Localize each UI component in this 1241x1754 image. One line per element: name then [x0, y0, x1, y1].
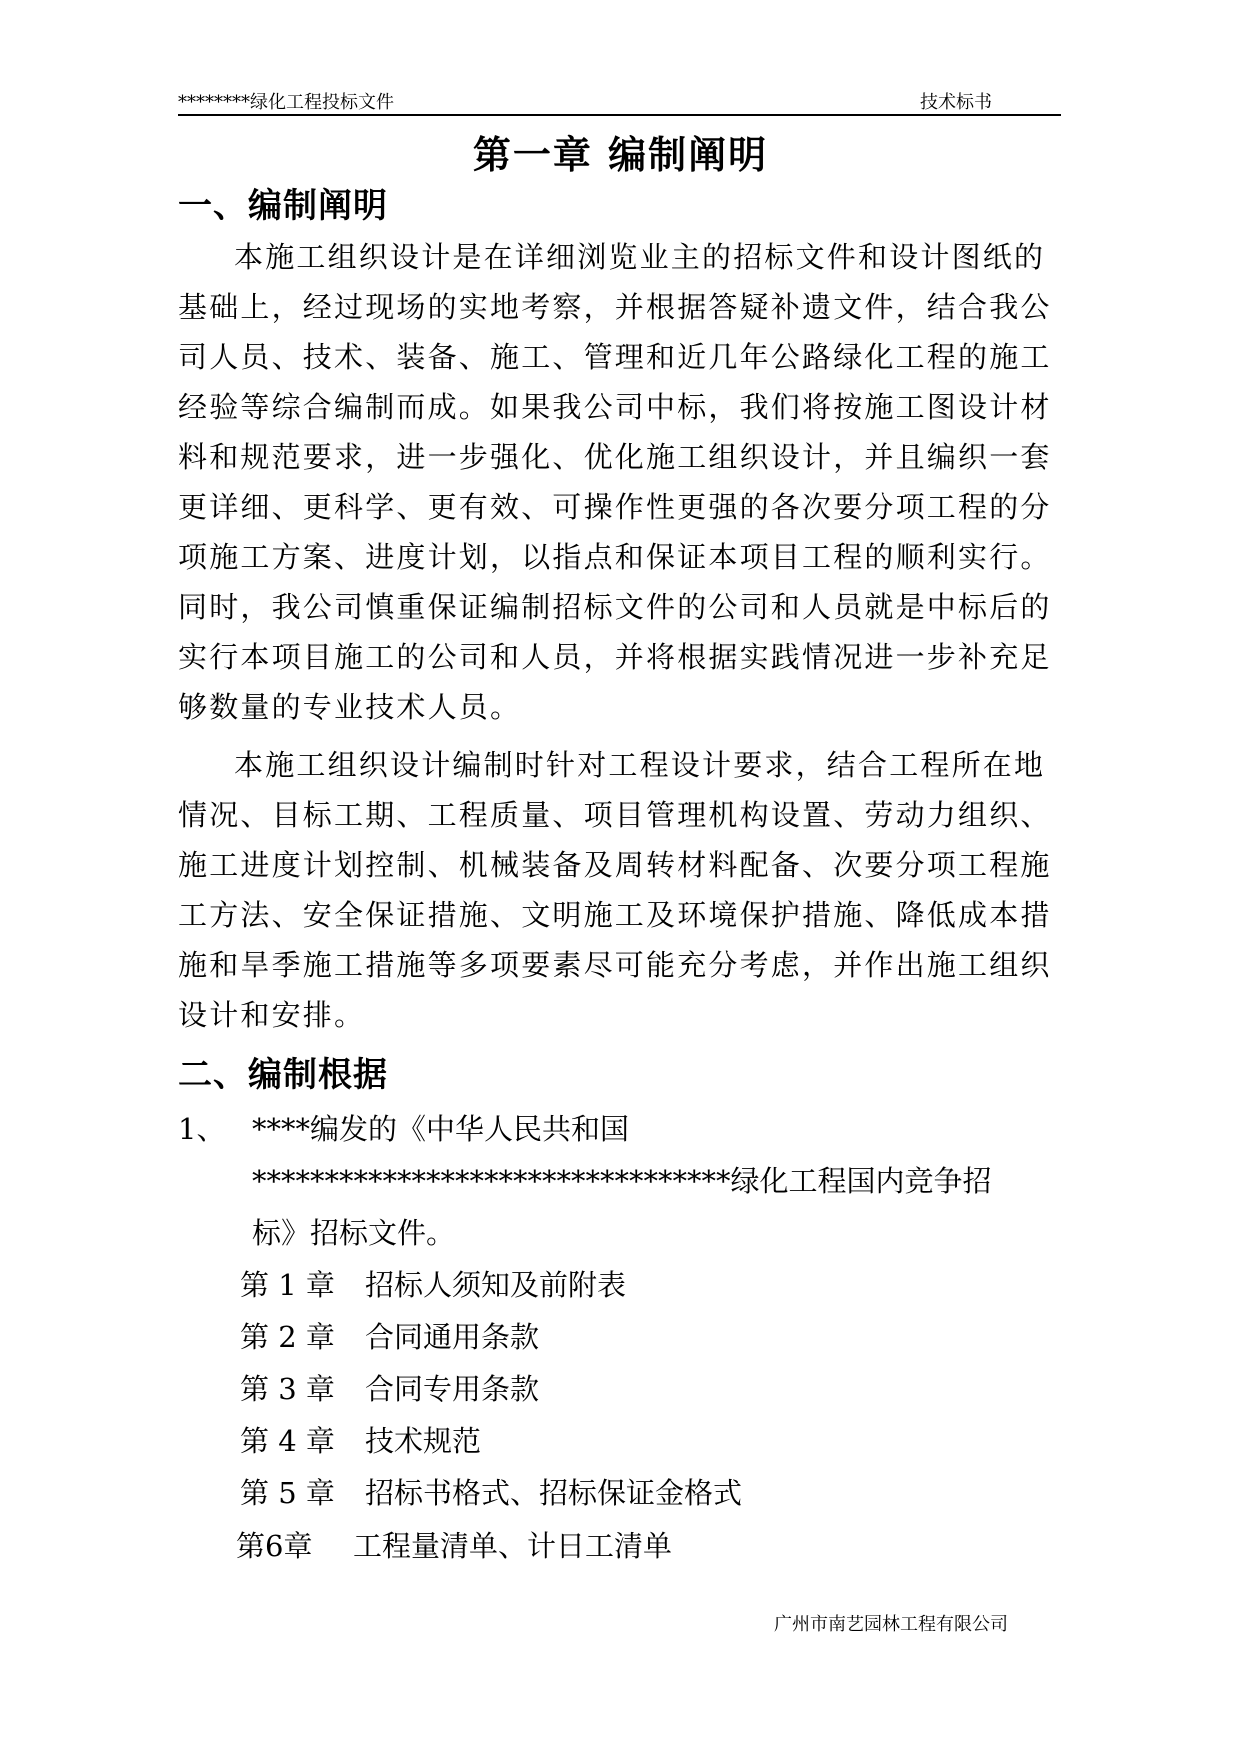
chapter-title-text: 招标人须知及前附表: [365, 1268, 627, 1302]
paragraph-line: 情况、目标工期、工程质量、项目管理机构设置、劳动力组织、: [178, 798, 1052, 832]
list-item-line: ****编发的《中华人民共和国: [252, 1112, 630, 1146]
chapter-label: 第 5 章: [240, 1476, 335, 1510]
paragraph-line: 够数量的专业技术人员。: [178, 690, 522, 724]
paragraph-line: 本施工组织设计是在详细浏览业主的招标文件和设计图纸的: [234, 240, 1046, 274]
paragraph-line: 料和规范要求，进一步强化、优化施工组织设计，并且编织一套: [178, 440, 1052, 474]
paragraph-line: 同时，我公司慎重保证编制招标文件的公司和人员就是中标后的: [178, 590, 1052, 624]
chapter-title-text: 合同专用条款: [365, 1372, 540, 1406]
list-item-number: 1、: [178, 1112, 226, 1146]
paragraph-line: 施工进度计划控制、机械装备及周转材料配备、次要分项工程施: [178, 848, 1052, 882]
paragraph-line: 本施工组织设计编制时针对工程设计要求，结合工程所在地: [234, 748, 1046, 782]
chapter-label: 第 4 章: [240, 1424, 335, 1458]
paragraph-line: 实行本项目施工的公司和人员，并将根据实践情况进一步补充足: [178, 640, 1052, 674]
list-item-line: *********************************绿化工程国内竞争招: [252, 1164, 992, 1198]
chapter-title: 第一章 编制阐明: [472, 132, 769, 177]
paragraph-line: 经验等综合编制而成。如果我公司中标，我们将按施工图设计材: [178, 390, 1052, 424]
chapter-label: 第6章: [236, 1529, 313, 1563]
paragraph-line: 项施工方案、进度计划，以指点和保证本项目工程的顺利实行。: [178, 540, 1052, 574]
paragraph-line: 更详细、更科学、更有效、可操作性更强的各次要分项工程的分: [178, 490, 1052, 524]
paragraph-line: 基础上，经过现场的实地考察，并根据答疑补遗文件，结合我公: [178, 290, 1052, 324]
list-item-line: 标》招标文件。: [252, 1216, 456, 1250]
header-rule: [178, 114, 1061, 116]
header-right-text: 技术标书: [920, 92, 992, 113]
chapter-title-text: 招标书格式、招标保证金格式: [365, 1476, 743, 1510]
paragraph-line: 设计和安排。: [178, 998, 366, 1032]
chapter-title-text: 合同通用条款: [365, 1320, 540, 1354]
chapter-label: 第 1 章: [240, 1268, 335, 1302]
chapter-label: 第 3 章: [240, 1372, 335, 1406]
chapter-label: 第 2 章: [240, 1320, 335, 1354]
chapter-title-text: 技术规范: [365, 1424, 482, 1458]
section-heading: 二、编制根据: [178, 1055, 388, 1095]
section-heading: 一、编制阐明: [178, 186, 388, 226]
paragraph-line: 施和旱季施工措施等多项要素尽可能充分考虑，并作出施工组织: [178, 948, 1052, 982]
paragraph-line: 工方法、安全保证措施、文明施工及环境保护措施、降低成本措: [178, 898, 1052, 932]
header-left-text: ********绿化工程投标文件: [178, 92, 394, 113]
chapter-title-text: 工程量清单、计日工清单: [353, 1529, 673, 1563]
footer-company-name: 广州市南艺园林工程有限公司: [774, 1614, 1008, 1635]
paragraph-line: 司人员、技术、装备、施工、管理和近几年公路绿化工程的施工: [178, 340, 1052, 374]
